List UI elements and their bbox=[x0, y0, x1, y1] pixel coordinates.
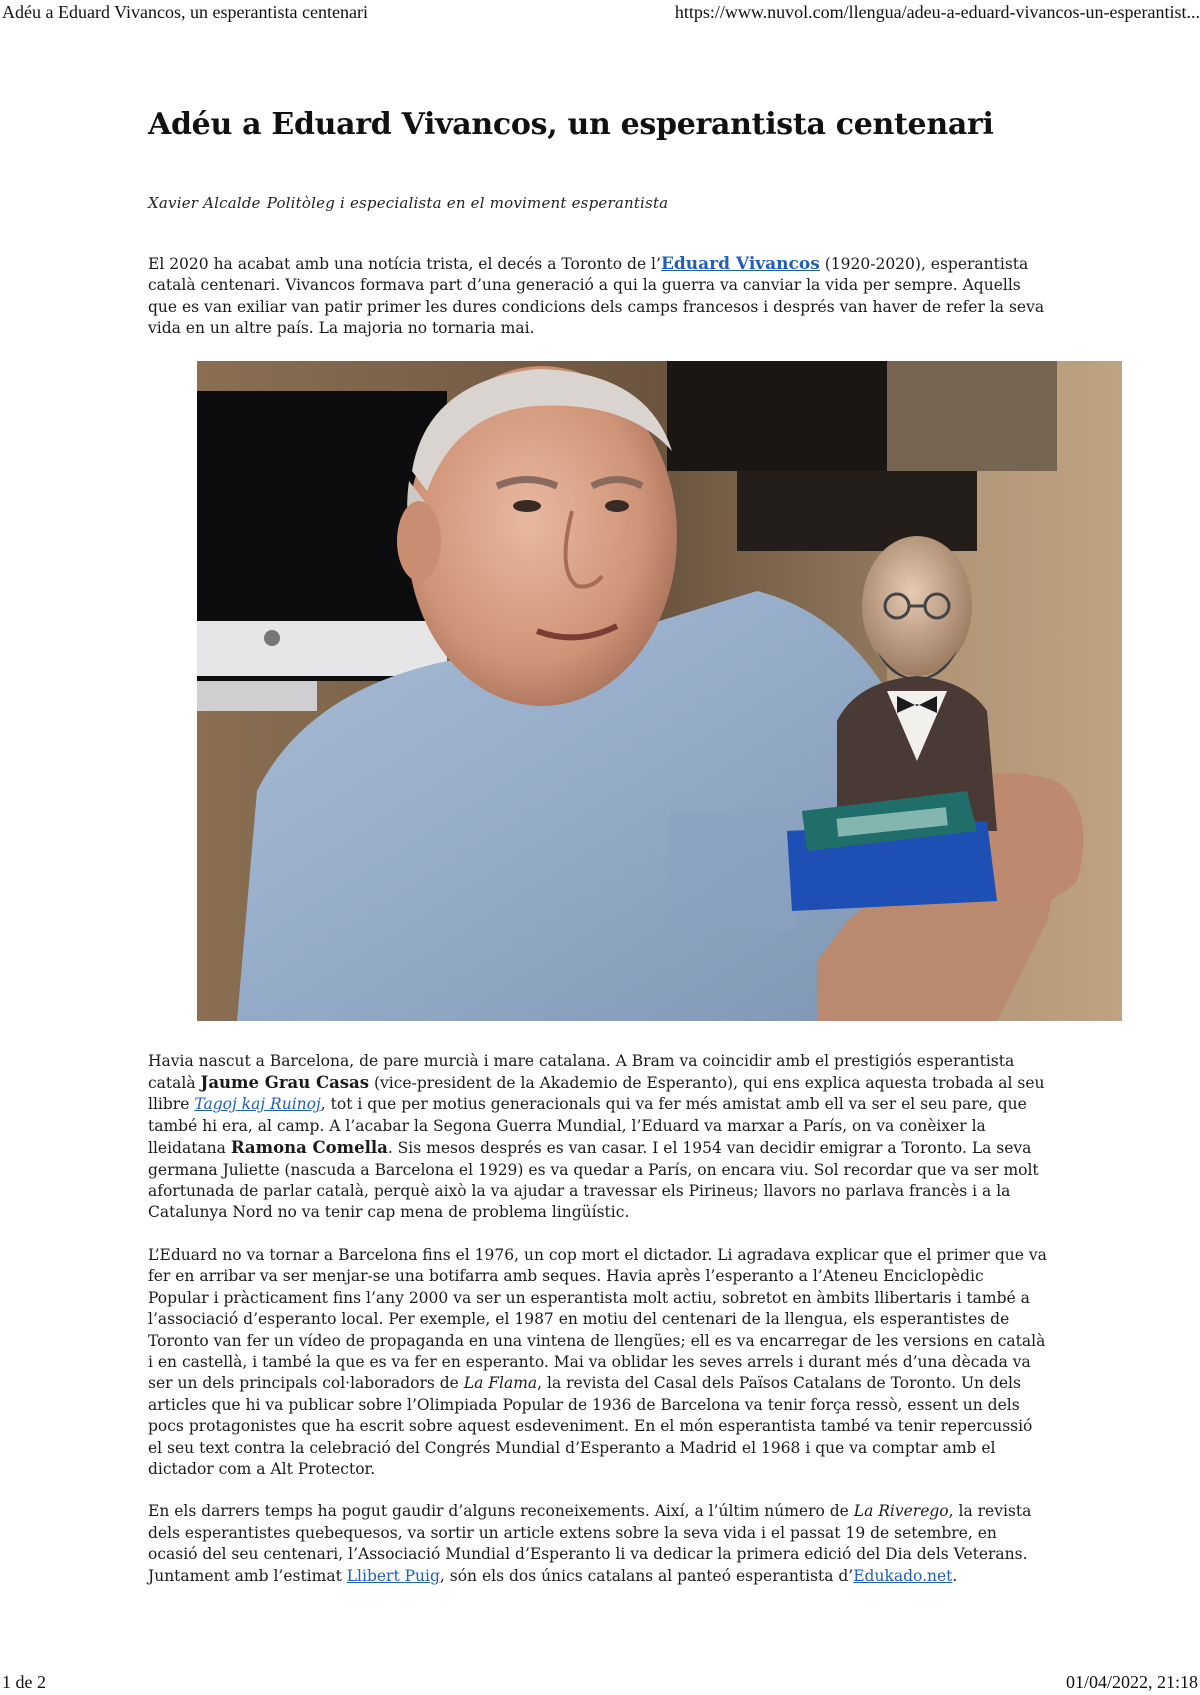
p2-text-c: , tot i que per motius generacionals qui va fer més amistat amb ell va ser el seu pare, que també hi era, al camp. A l’acabar la Segona Guerra Mundial, l’Eduard va marxar a París, on va conèixer la lleidatana bbox=[148, 1095, 1027, 1158]
edukado-net-link[interactable]: Edukado.net bbox=[853, 1566, 953, 1585]
eduard-vivancos-link[interactable]: Eduard Vivancos bbox=[660, 254, 820, 274]
print-header bbox=[0, 2, 1200, 26]
article bbox=[148, 104, 1048, 1608]
byline-role: Politòleg i especialista en el moviment esperantista bbox=[266, 194, 669, 212]
page-number: 1 de 2 bbox=[2, 1672, 46, 1692]
p4-text-b: , la revista dels esperantistes quebequesos, va sortir un article extens sobre la seva vida i el passat 19 de setembre, en ocasió del seu centenari, l’Associació Mundial d’Esperanto li va dedicar la primera edició del Dia dels Veterans. Juntament amb l’estimat bbox=[148, 1502, 1032, 1585]
paragraph-2 bbox=[148, 1051, 1048, 1224]
p4-text-a: En els darrers temps ha pogut gaudir d’alguns reconeixements. Així, a l’últim número de bbox=[148, 1502, 854, 1521]
article-photo bbox=[197, 361, 1122, 1021]
la-flama-title: La Flama bbox=[463, 1374, 538, 1393]
p1-text-b: (1920-2020), esperantista català centenari. Vivancos formava part d’una generació a qui la guerra va canviar la vida per sempre. Aquells que es van exiliar van patir primer les dures condicions dels camps francesos i després van haver de refer la seva vida en un altre país. La majoria no tornaria mai. bbox=[148, 255, 1045, 338]
p4-text-d: . bbox=[952, 1566, 958, 1585]
tagoj-kaj-ruinoj-link[interactable]: Tagoj kaj Ruinoj bbox=[194, 1095, 321, 1114]
p4-text-c: , són els dos únics catalans al panteó esperantista d’ bbox=[439, 1566, 854, 1585]
la-riverego-title: La Riverego bbox=[853, 1502, 949, 1521]
p2-text-b: (vice-president de la Akademio de Esperanto), qui ens explica aquesta trobada al seu llibre bbox=[148, 1074, 1045, 1114]
paragraph-4 bbox=[148, 1501, 1048, 1587]
llibert-puig-link[interactable]: Llibert Puig bbox=[346, 1566, 440, 1585]
print-header-title: Adéu a Eduard Vivancos, un esperantista centenari bbox=[2, 2, 368, 22]
ramona-comella: Ramona Comella bbox=[230, 1138, 388, 1158]
p1-text-a: El 2020 ha acabat amb una notícia trista, el decés a Toronto de l’ bbox=[148, 255, 661, 273]
print-footer bbox=[0, 1672, 1200, 1694]
p2-text-d: . Sis mesos després es van casar. I el 1954 van decidir emigrar a Toronto. La seva germana Juliette (nascuda a Barcelona el 1929) es va quedar a París, on encara viu. Sol recordar que va ser molt afortunada de parlar català, perquè això la va ajudar a travessar els Pirineus; llavors no parlava francès i a la Catalunya Nord no va tenir cap mena de problema lingüístic. bbox=[148, 1139, 1039, 1222]
paragraph-1 bbox=[148, 254, 1048, 340]
article-title: Adéu a Eduard Vivancos, un esperantista centenari bbox=[148, 107, 994, 142]
p2-text-a: Havia nascut a Barcelona, de pare murcià i mare catalana. A Bram va coincidir amb el prestigiós esperantista català bbox=[148, 1051, 1015, 1093]
byline bbox=[148, 194, 1048, 212]
byline-author: Xavier Alcalde bbox=[148, 194, 261, 212]
print-header-url: https://www.nuvol.com/llengua/adeu-a-eduard-vivancos-un-esperantist... bbox=[674, 2, 1200, 22]
p3-text-b: , la revista del Casal dels Països Catalans de Toronto. Un dels articles que hi va publicar sobre l’Olimpiada Popular de 1936 de Barcelona va tenir força ressò, essent un dels pocs protagonistes que ha escrit sobre aquest esdeveniment. En el món esperantista també va tenir repercussió el seu text contra la celebració del Congrés Mundial d’Esperanto a Madrid el 1968 i que va comptar amb el dictador com a Alt Protector. bbox=[148, 1374, 1033, 1478]
jaume-grau-casas: Jaume Grau Casas bbox=[200, 1073, 370, 1093]
p3-text-a: L’Eduard no va tornar a Barcelona fins el 1976, un cop mort el dictador. Li agradava explicar que el primer que va fer en arribar va ser menjar-se una botifarra amb seques. Havia après l’esperanto a l’Ateneu Enciclopèdic Popular i pràcticament fins l’any 2000 va ser un esperantista molt actiu, sobretot en àmbits llibertaris i també a l’associació d’esperanto local. Per exemple, el 1987 en motiu del centenari de la llengua, els esperantistes de Toronto van fer un vídeo de propaganda en una vintena de llengües; ell es va encarregar de les versions en català i en castellà, i també la que es va fer en esperanto. Mai va oblidar les seves arrels i durant més d’una dècada va ser un dels principals col·laboradors de bbox=[148, 1245, 1047, 1393]
paragraph-3 bbox=[148, 1245, 1048, 1480]
print-datetime: 01/04/2022, 21:18 bbox=[1065, 1672, 1198, 1692]
